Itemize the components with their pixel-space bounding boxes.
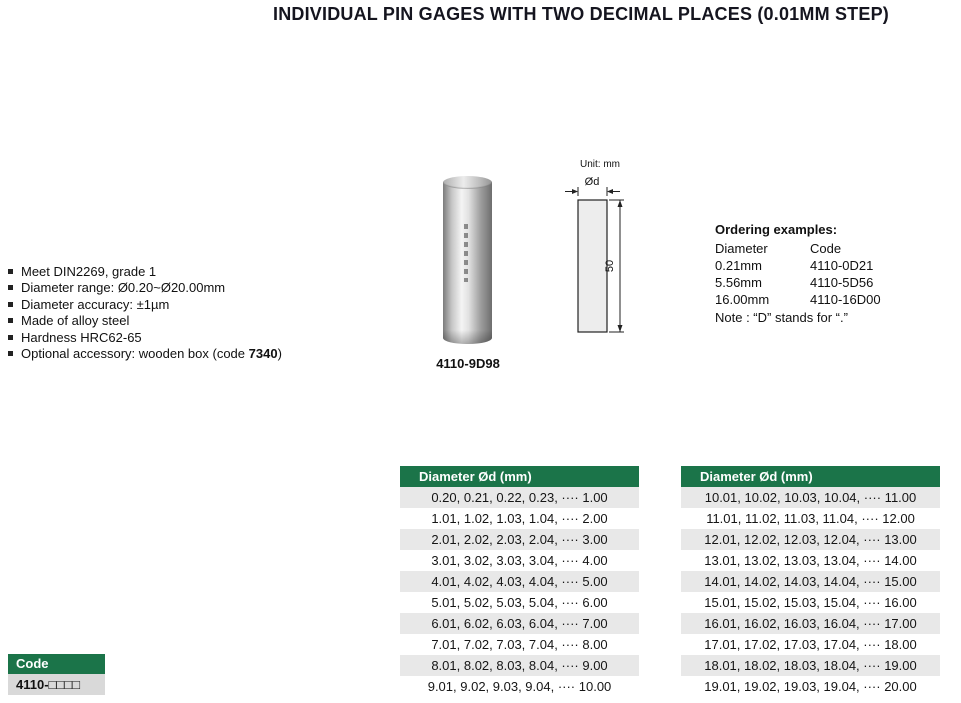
page-title: INDIVIDUAL PIN GAGES WITH TWO DECIMAL PLACES (0.01MM STEP) [273, 4, 889, 24]
bullet-square-icon [8, 335, 13, 340]
feature-text: Hardness HRC62-65 [21, 329, 142, 345]
feature-list [8, 263, 282, 362]
table-row: 11.01, 11.02, 11.03, 11.04, ···· 12.00 [681, 508, 940, 529]
product-model-label: 4110-9D98 [436, 356, 500, 371]
table-row: 8.01, 8.02, 8.03, 8.04, ···· 9.00 [400, 655, 639, 676]
code-block [8, 654, 105, 695]
table-row: 6.01, 6.02, 6.03, 6.04, ···· 7.00 [400, 613, 639, 634]
table-row: 4.01, 4.02, 4.03, 4.04, ···· 5.00 [400, 571, 639, 592]
bullet-square-icon [8, 302, 13, 307]
feature-item [8, 329, 282, 346]
bullet-square-icon [8, 351, 13, 356]
feature-item [8, 280, 282, 297]
feature-item [8, 313, 282, 330]
table-row: 16.01, 16.02, 16.03, 16.04, ···· 17.00 [681, 613, 940, 634]
pin-top-face [443, 176, 492, 189]
table-row: 18.01, 18.02, 18.03, 18.04, ···· 19.00 [681, 655, 940, 676]
feature-text-prefix: Optional accessory: wooden box (code [21, 346, 249, 362]
diameter-table-right [681, 466, 940, 697]
ordering-diameter: 5.56mm [715, 275, 762, 290]
table-row: 7.01, 7.02, 7.03, 7.04, ···· 8.00 [400, 634, 639, 655]
feature-text: Diameter range: Ø0.20~Ø20.00mm [21, 280, 226, 296]
ordering-note: Note : “D” stands for “.” [715, 310, 848, 325]
table-row: 9.01, 9.02, 9.03, 9.04, ···· 10.00 [400, 676, 639, 697]
feature-text: Made of alloy steel [21, 313, 130, 329]
ordering-examples [715, 222, 955, 325]
table-body [681, 487, 940, 697]
code-block-header: Code [8, 654, 105, 674]
table-row: 14.01, 14.02, 14.03, 14.04, ···· 15.00 [681, 571, 940, 592]
feature-text: Diameter accuracy: ±1µm [21, 296, 170, 312]
pin-outline [578, 200, 607, 332]
feature-text [21, 346, 282, 361]
pin-engraving-mark [464, 224, 468, 282]
feature-item [8, 346, 282, 363]
feature-item [8, 263, 282, 280]
ordering-col-diameter: Diameter [715, 241, 768, 256]
feature-item [8, 296, 282, 313]
table-row: 1.01, 1.02, 1.03, 1.04, ···· 2.00 [400, 508, 639, 529]
table-row: 3.01, 3.02, 3.03, 3.04, ···· 4.00 [400, 550, 639, 571]
ordering-table [715, 241, 955, 307]
bullet-square-icon [8, 285, 13, 290]
table-header: Diameter Ød (mm) [681, 466, 940, 487]
ordering-title: Ordering examples: [715, 222, 838, 237]
table-row: 2.01, 2.02, 2.03, 2.04, ···· 3.00 [400, 529, 639, 550]
ordering-code: 4110-16D00 [810, 292, 881, 307]
table-row: 15.01, 15.02, 15.03, 15.04, ···· 16.00 [681, 592, 940, 613]
ordering-diameter: 0.21mm [715, 258, 762, 273]
pin-gage-photo [443, 176, 492, 344]
table-row: 17.01, 17.02, 17.03, 17.04, ···· 18.00 [681, 634, 940, 655]
ordering-code: 4110-5D56 [810, 275, 874, 290]
ordering-col-code: Code [810, 241, 842, 256]
table-body [400, 487, 639, 697]
length-dim-label: 50 [604, 259, 616, 273]
code-block-value: 4110-□□□□ [8, 674, 105, 695]
feature-text-bold-code: 7340 [248, 346, 278, 362]
diameter-table-left [400, 466, 639, 697]
table-row: 13.01, 13.02, 13.03, 13.04, ···· 14.00 [681, 550, 940, 571]
bullet-square-icon [8, 318, 13, 323]
feature-text-suffix: ) [277, 346, 282, 362]
bullet-square-icon [8, 269, 13, 274]
ordering-diameter: 16.00mm [715, 292, 770, 307]
unit-label: Unit: mm [580, 159, 620, 170]
table-row: 10.01, 10.02, 10.03, 10.04, ···· 11.00 [681, 487, 940, 508]
table-row: 5.01, 5.02, 5.03, 5.04, ···· 6.00 [400, 592, 639, 613]
table-row: 0.20, 0.21, 0.22, 0.23, ···· 1.00 [400, 487, 639, 508]
dimension-drawing [560, 153, 640, 345]
feature-text: Meet DIN2269, grade 1 [21, 263, 157, 279]
ordering-code: 4110-0D21 [810, 258, 874, 273]
table-row: 19.01, 19.02, 19.03, 19.04, ···· 20.00 [681, 676, 940, 697]
table-row: 12.01, 12.02, 12.03, 12.04, ···· 13.00 [681, 529, 940, 550]
diameter-dim-label: Ød [584, 176, 600, 188]
table-header: Diameter Ød (mm) [400, 466, 639, 487]
